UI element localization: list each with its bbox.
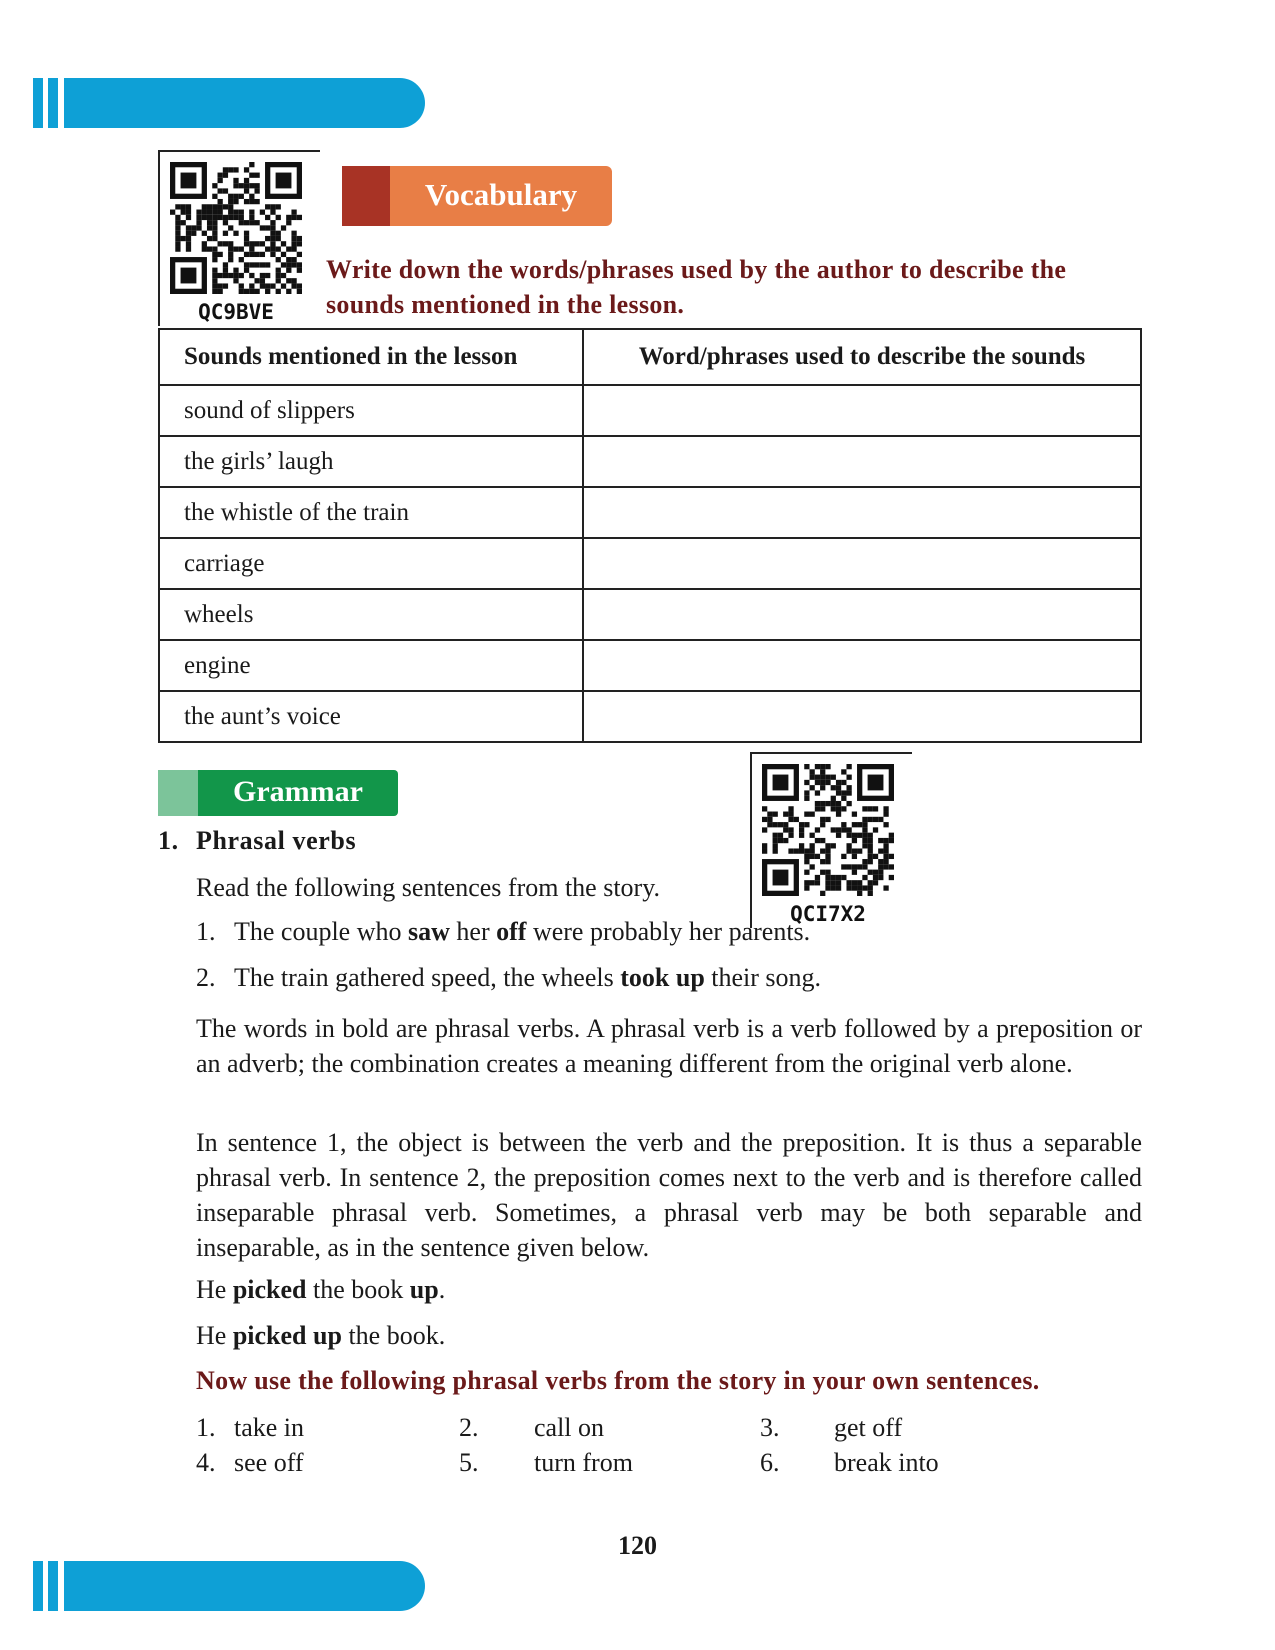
intro-text: Read the following sentences from the story.: [196, 873, 661, 902]
list-item-text: break into: [834, 1448, 939, 1477]
table-cell-sound: engine: [159, 640, 583, 691]
list-item-text: call on: [534, 1413, 605, 1442]
list-item: [196, 1445, 304, 1480]
example-text: .: [438, 1275, 446, 1304]
table-cell-sound: wheels: [159, 589, 583, 640]
example-text: the book: [306, 1275, 410, 1304]
table-cell-sound: carriage: [159, 538, 583, 589]
table-header-words: Word/phrases used to describe the sounds: [583, 329, 1141, 385]
table-row: [159, 436, 1141, 487]
list-item: [196, 1410, 304, 1445]
table-cell-sound: sound of slippers: [159, 385, 583, 436]
explanation-paragraph: In sentence 1, the object is between the verb and the preposition. It is thus a separable phrasal verb. In sentence 2, the preposition comes next to the verb and is therefore called inseparable phrasal verb. Sometimes, a phrasal verb may be both separable and inseparable, as in the sentence given below.: [196, 1128, 1142, 1262]
vocabulary-tag: [342, 166, 612, 226]
vocabulary-instruction: [326, 252, 1146, 322]
section-number: 1.: [158, 826, 179, 855]
bold-verb: picked: [232, 1275, 307, 1304]
table-cell-answer[interactable]: [583, 691, 1141, 742]
table-cell-answer[interactable]: [583, 589, 1141, 640]
table-row: [159, 640, 1141, 691]
table-header-sounds: Sounds mentioned in the lesson: [159, 329, 583, 385]
section-title: [158, 826, 356, 856]
list-item-number: 6.: [760, 1448, 780, 1477]
list-item-text: get off: [834, 1413, 903, 1442]
bold-phrasal-verb: picked up: [232, 1321, 342, 1350]
task-instruction: Now use the following phrasal verbs from the story in your own sentences.: [196, 1366, 1040, 1395]
bold-particle: off: [496, 917, 527, 946]
grammar-tag-label: Grammar: [233, 775, 363, 808]
table-cell-answer[interactable]: [583, 640, 1141, 691]
qr-code-icon: [170, 162, 302, 294]
table-row: [159, 538, 1141, 589]
list-item: [459, 1445, 633, 1480]
list-item-number: 4.: [196, 1448, 216, 1477]
qr-code-label: QC9BVE: [198, 300, 274, 324]
table-cell-answer[interactable]: [583, 436, 1141, 487]
sentence-text: their song.: [704, 963, 822, 992]
vocabulary-tag-label: Vocabulary: [424, 177, 578, 212]
list-item-number: 1.: [196, 1413, 216, 1442]
bold-verb: saw: [408, 917, 450, 946]
explanation-paragraph: The words in bold are phrasal verbs. A phrasal verb is a verb followed by a preposition or an adverb; the combination creates a meaning different from the original verb alone.: [196, 1014, 1142, 1078]
table-row: [159, 589, 1141, 640]
list-item: [760, 1410, 902, 1445]
table-cell-answer[interactable]: [583, 385, 1141, 436]
table-row: [159, 487, 1141, 538]
header-band: [33, 78, 425, 128]
section-title-text: Phrasal verbs: [196, 826, 357, 855]
table-cell-sound: the aunt’s voice: [159, 691, 583, 742]
list-item-number: 5.: [459, 1448, 479, 1477]
table-row: [159, 385, 1141, 436]
table-row: [159, 691, 1141, 742]
example-sentence: [196, 914, 810, 949]
example-inseparable: [196, 1318, 445, 1353]
example-sentence: [196, 960, 821, 995]
sentence-number: 2.: [196, 963, 216, 992]
vocabulary-table: [158, 328, 1142, 743]
list-item-number: 3.: [760, 1413, 780, 1442]
footer-band: [33, 1561, 425, 1611]
table-cell-sound: the girls’ laugh: [159, 436, 583, 487]
list-item-text: turn from: [534, 1448, 633, 1477]
sentence-text: The train gathered speed, the wheels: [234, 963, 621, 992]
table-cell-answer[interactable]: [583, 538, 1141, 589]
table-cell-answer[interactable]: [583, 487, 1141, 538]
example-text: He: [196, 1275, 233, 1304]
list-item-text: take in: [234, 1413, 305, 1442]
sentence-text: The couple who: [234, 917, 409, 946]
list-item-text: see off: [234, 1448, 304, 1477]
sentence-text: her: [449, 917, 497, 946]
sentence-text: were probably her parents.: [526, 917, 811, 946]
list-item-number: 2.: [459, 1413, 479, 1442]
table-header-row: [159, 329, 1141, 385]
example-text: the book.: [341, 1321, 446, 1350]
qr-code-vocabulary: [158, 150, 320, 326]
table-cell-sound: the whistle of the train: [159, 487, 583, 538]
qr-code-grammar: [750, 752, 912, 928]
vocabulary-instruction-line: Write down the words/phrases used by the author to describe the: [326, 255, 1067, 284]
page-number: 120: [618, 1531, 657, 1560]
list-item: [459, 1410, 604, 1445]
vocabulary-instruction-line: sounds mentioned in the lesson.: [326, 290, 685, 319]
example-separable: [196, 1272, 445, 1307]
grammar-tag: [158, 770, 398, 816]
bold-phrasal-verb: took up: [620, 963, 705, 992]
sentence-number: 1.: [196, 917, 216, 946]
example-text: He: [196, 1321, 233, 1350]
bold-particle: up: [409, 1275, 439, 1304]
qr-code-label: QCI7X2: [790, 902, 866, 926]
list-item: [760, 1445, 939, 1480]
qr-code-icon: [762, 764, 894, 896]
